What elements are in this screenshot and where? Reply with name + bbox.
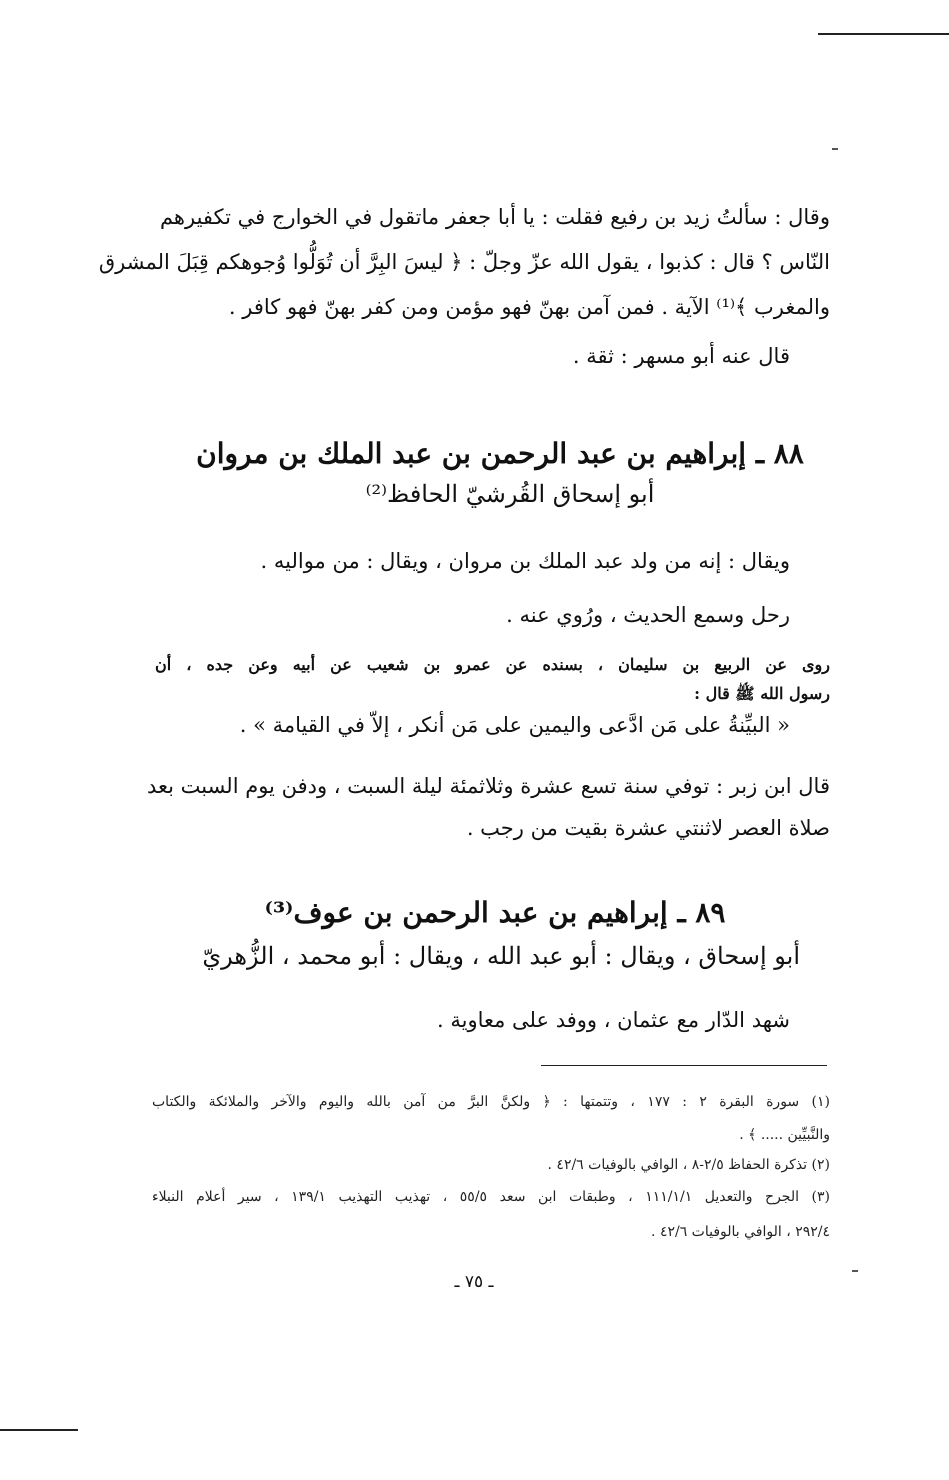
entry88-hadith-line-2: رسول الله ﷺ قال : [694, 684, 830, 703]
entry87-line-2: النّاس ؟ قال : كذبوا ، يقول الله عزّ وجلّ : ﴿ ليسَ البِرَّ أن تُوَلُّوا وُجوهكم قِبَلَ المشرق [98, 250, 830, 274]
entry88-paragraph-2: رحل وسمع الحديث ، ورُوي عنه . [506, 603, 790, 627]
entry87-line-1: وقال : سألتُ زيد بن رفيع فقلت : يا أبا جعفر ماتقول في الخوارج في تكفيرهم [159, 205, 830, 229]
entry88-heading: ٨٨ ـ إبراهيم بن عبد الرحمن بن عبد الملك بن مروان [196, 437, 804, 470]
footnote-3-line-2: ٢٩٢/٤ ، الوافي بالوفيات ٤٢/٦ . [651, 1224, 830, 1240]
footnote-1-line-1: (١) سورة البقرة ٢ : ١٧٧ ، وتتمتها : ﴿ ولكنَّ البرَّ من آمن بالله واليوم والآخر والملائكة والكتاب [152, 1094, 830, 1110]
entry88-paragraph-3-line-1: قال ابن زبر : توفي سنة تسع عشرة وثلاثمئة ليلة السبت ، ودفن يوم السبت بعد [146, 774, 830, 798]
entry88-paragraph-1: ويقال : إنه من ولد عبد الملك بن مروان ، ويقال : من مواليه . [260, 549, 790, 573]
entry87-line-4: قال عنه أبو مسهر : ثقة . [572, 344, 790, 368]
page-number: ـ ٧٥ ـ [454, 1272, 494, 1292]
footnote-2: (٢) تذكرة الحفاظ ٢/٥-٨ ، الوافي بالوفيات ٤٢/٦ . [547, 1157, 830, 1173]
entry88-hadith-line-1: روى عن الربيع بن سليمان ، بسنده عن عمرو بن شعيب عن أبيه وعن جده ، أن [155, 655, 830, 674]
entry87-line-3: والمغرب ﴾⁽¹⁾ الآية . فمن آمن بهنّ فهو مؤمن ومن كفر بهنّ فهو كافر . [228, 295, 830, 319]
entry88-paragraph-3-line-2: صلاة العصر لاثنتي عشرة بقيت من رجب . [466, 816, 830, 840]
scan-speck [832, 148, 838, 150]
entry89-paragraph-1: شهد الدّار مع عثمان ، ووفد على معاوية . [437, 1008, 790, 1032]
footnote-3-line-1: (٣) الجرح والتعديل ١١١/١/١ ، وطبقات ابن سعد ٥٥/٥ ، تهذيب التهذيب ١٣٩/١ ، سير أعلام النبلاء [152, 1189, 830, 1205]
entry88-subheading: أبو إسحاق القُرشيّ الحافظ⁽²⁾ [365, 480, 655, 508]
scan-speck [852, 1270, 858, 1272]
entry89-heading: ٨٩ ـ إبراهيم بن عبد الرحمن بن عوف⁽³⁾ [264, 896, 726, 929]
entry89-subheading: أبو إسحاق ، ويقال : أبو عبد الله ، ويقال : أبو محمد ، الزُّهريّ [202, 942, 800, 970]
footnote-1-line-2: والنَّبيِّين ..... ﴾ . [739, 1127, 830, 1143]
bottom-edge-rule [0, 1429, 78, 1431]
entry88-hadith-line-3: « البيِّنةُ على مَن ادَّعى واليمين على مَن أنكر ، إلاّ في القيامة » . [239, 713, 790, 737]
top-edge-rule [818, 33, 949, 35]
footnote-separator [541, 1065, 827, 1066]
